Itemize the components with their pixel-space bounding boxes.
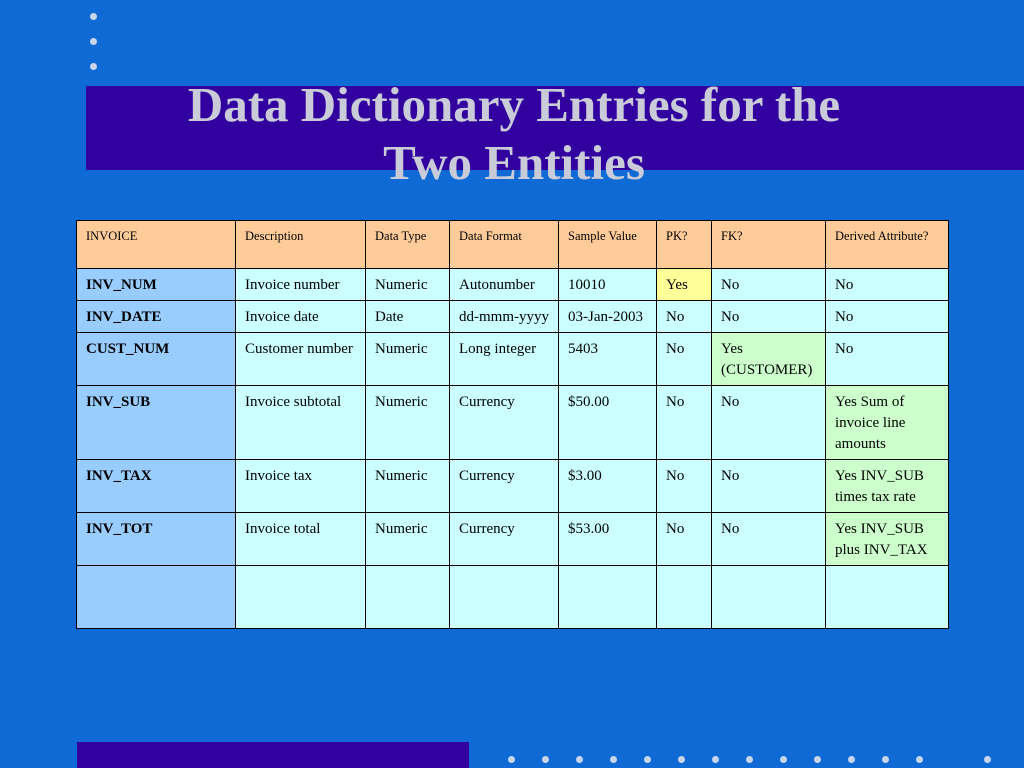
empty-cell	[77, 566, 236, 629]
pk-cell: No	[657, 460, 712, 513]
data-format-cell: Currency	[450, 460, 559, 513]
derived-cell: No	[826, 301, 949, 333]
sample-value-cell: 5403	[559, 333, 657, 386]
derived-cell: No	[826, 269, 949, 301]
table-row	[77, 301, 949, 333]
data-format-cell: Currency	[450, 386, 559, 460]
attribute-name-cell: INV_NUM	[77, 269, 236, 301]
slide-title-line-1: Data Dictionary Entries for the	[187, 77, 841, 132]
column-header: FK?	[712, 221, 826, 269]
decorative-dot	[678, 756, 685, 763]
derived-cell: Yes INV_SUB plus INV_TAX	[826, 513, 949, 566]
description-cell: Invoice subtotal	[236, 386, 366, 460]
pk-cell: Yes	[657, 269, 712, 301]
slide-title-line-2: Two Entities	[383, 135, 645, 190]
decorative-dot	[984, 756, 991, 763]
attribute-name-cell: INV_SUB	[77, 386, 236, 460]
derived-cell: No	[826, 333, 949, 386]
pk-cell: No	[657, 333, 712, 386]
table-row	[77, 460, 949, 513]
empty-cell	[657, 566, 712, 629]
column-header: Data Type	[366, 221, 450, 269]
sample-value-cell: 10010	[559, 269, 657, 301]
empty-cell	[236, 566, 366, 629]
decorative-dot	[90, 13, 97, 20]
slide-title	[0, 76, 1024, 192]
decorative-dot	[508, 756, 515, 763]
decorative-dot	[848, 756, 855, 763]
description-cell: Invoice number	[236, 269, 366, 301]
empty-cell	[712, 566, 826, 629]
decorative-dot	[644, 756, 651, 763]
column-header: PK?	[657, 221, 712, 269]
data-format-cell: Autonumber	[450, 269, 559, 301]
fk-cell: No	[712, 269, 826, 301]
decorative-dot	[90, 38, 97, 45]
table-row	[77, 386, 949, 460]
fk-cell: No	[712, 460, 826, 513]
description-cell: Invoice total	[236, 513, 366, 566]
column-header: Sample Value	[559, 221, 657, 269]
data-type-cell: Numeric	[366, 269, 450, 301]
decorative-dot	[916, 756, 923, 763]
table-row	[77, 333, 949, 386]
attribute-name-cell: INV_TOT	[77, 513, 236, 566]
table-row	[77, 269, 949, 301]
fk-cell: No	[712, 386, 826, 460]
column-header: Derived Attribute?	[826, 221, 949, 269]
description-cell: Customer number	[236, 333, 366, 386]
fk-cell: No	[712, 301, 826, 333]
table-header-row	[77, 221, 949, 269]
data-dictionary-table	[76, 220, 949, 629]
table-row	[77, 513, 949, 566]
decorative-dot	[90, 63, 97, 70]
data-type-cell: Numeric	[366, 333, 450, 386]
sample-value-cell: $53.00	[559, 513, 657, 566]
empty-cell	[559, 566, 657, 629]
decorative-dot	[542, 756, 549, 763]
description-cell: Invoice date	[236, 301, 366, 333]
data-type-cell: Numeric	[366, 460, 450, 513]
column-header: INVOICE	[77, 221, 236, 269]
decorative-dot	[576, 756, 583, 763]
decorative-dot	[814, 756, 821, 763]
decorative-dot	[610, 756, 617, 763]
decorative-dot	[746, 756, 753, 763]
empty-cell	[450, 566, 559, 629]
empty-table-row	[77, 566, 949, 629]
column-header: Description	[236, 221, 366, 269]
decorative-dot	[882, 756, 889, 763]
decorative-dot	[712, 756, 719, 763]
sample-value-cell: 03-Jan-2003	[559, 301, 657, 333]
fk-cell: No	[712, 513, 826, 566]
data-type-cell: Numeric	[366, 386, 450, 460]
empty-cell	[366, 566, 450, 629]
pk-cell: No	[657, 301, 712, 333]
data-type-cell: Date	[366, 301, 450, 333]
derived-cell: Yes INV_SUB times tax rate	[826, 460, 949, 513]
data-format-cell: dd-mmm-yyyy	[450, 301, 559, 333]
derived-cell: Yes Sum of invoice line amounts	[826, 386, 949, 460]
bottom-band	[77, 742, 469, 768]
attribute-name-cell: INV_DATE	[77, 301, 236, 333]
data-format-cell: Long integer	[450, 333, 559, 386]
description-cell: Invoice tax	[236, 460, 366, 513]
fk-cell: Yes (CUSTOMER)	[712, 333, 826, 386]
sample-value-cell: $50.00	[559, 386, 657, 460]
data-format-cell: Currency	[450, 513, 559, 566]
sample-value-cell: $3.00	[559, 460, 657, 513]
column-header: Data Format	[450, 221, 559, 269]
data-type-cell: Numeric	[366, 513, 450, 566]
attribute-name-cell: INV_TAX	[77, 460, 236, 513]
attribute-name-cell: CUST_NUM	[77, 333, 236, 386]
pk-cell: No	[657, 386, 712, 460]
empty-cell	[826, 566, 949, 629]
decorative-dot	[780, 756, 787, 763]
pk-cell: No	[657, 513, 712, 566]
